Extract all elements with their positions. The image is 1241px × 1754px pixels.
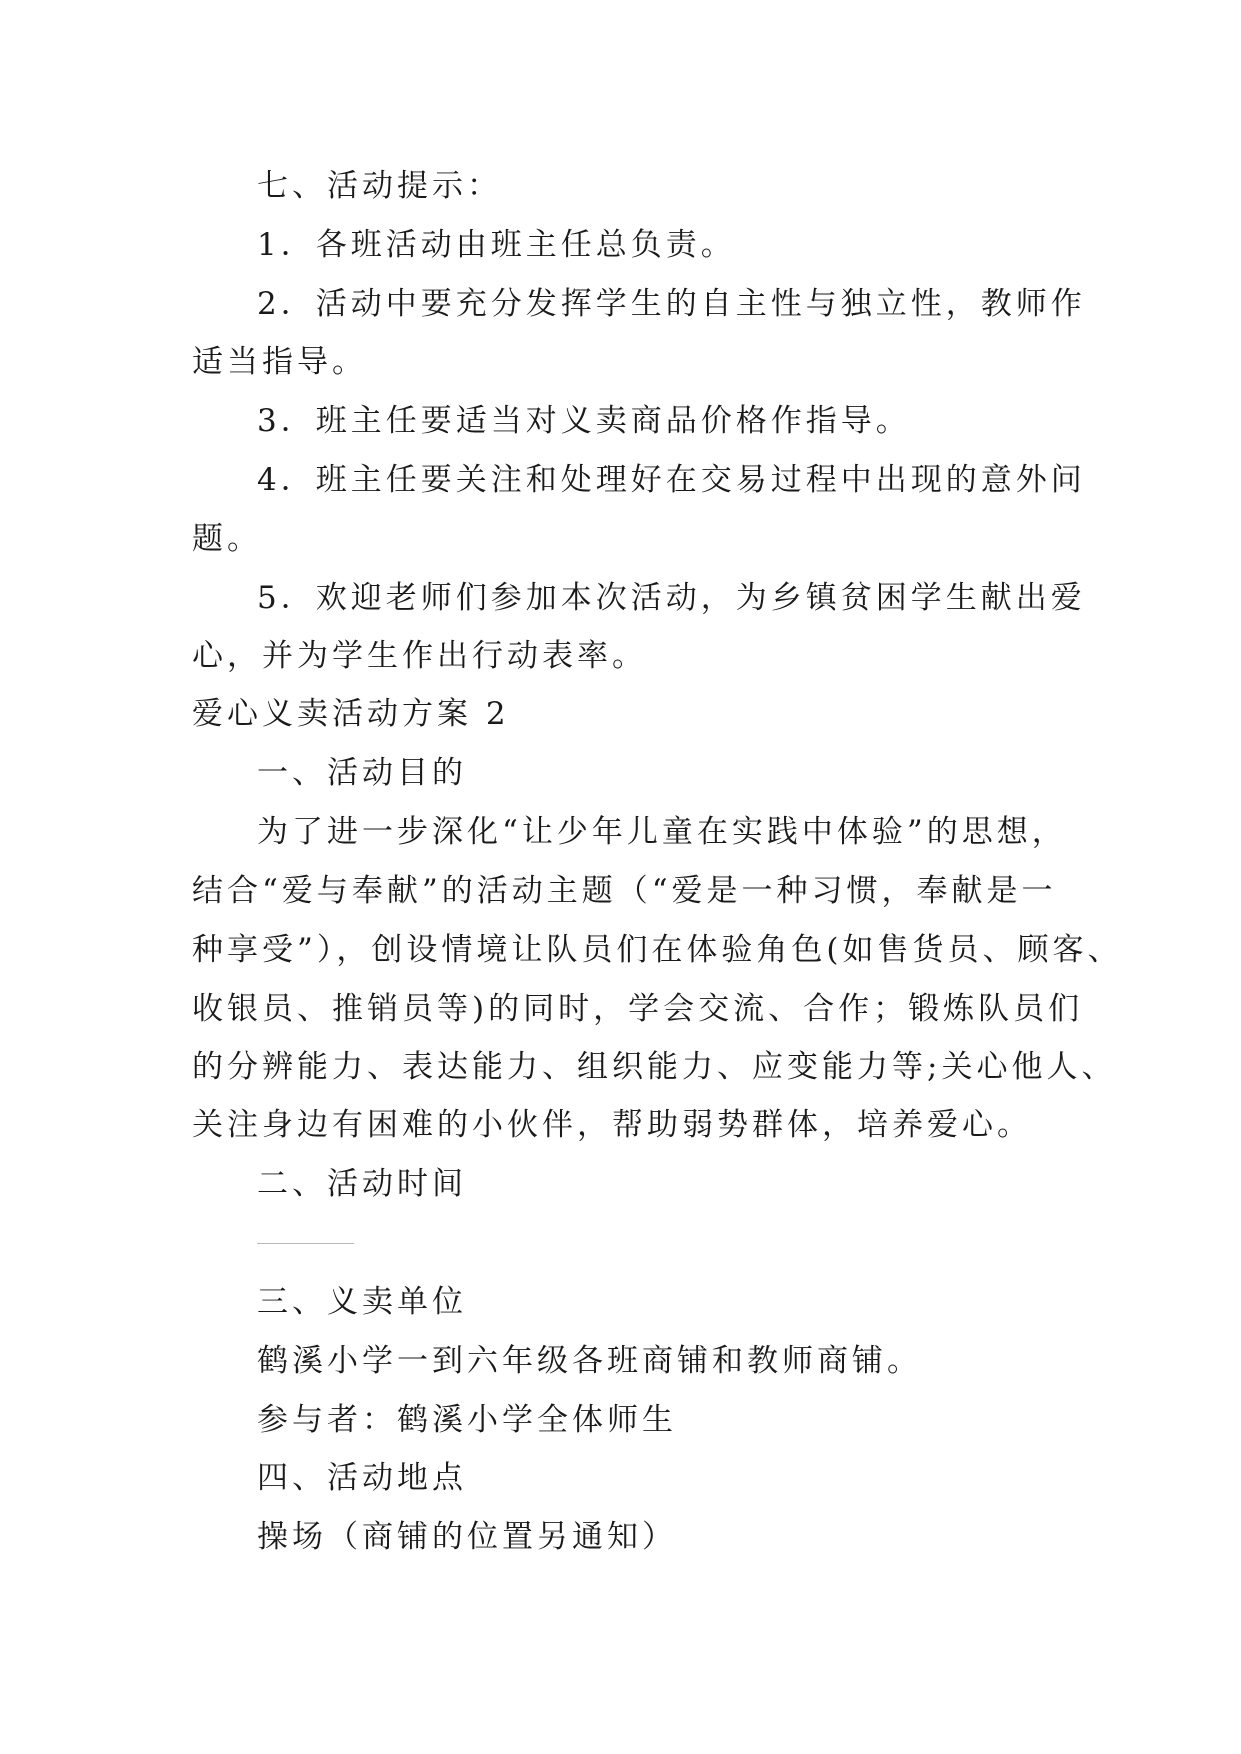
purpose-paragraph-line-5: 的分辨能力、表达能力、组织能力、应变能力等;关心他人、 xyxy=(192,1049,1117,1085)
tip-item-2-line-2: 适当指导。 xyxy=(192,344,367,380)
purpose-paragraph-line-2: 结合“爱与奉献”的活动主题（“爱是一种习惯，奉献是一 xyxy=(192,873,1057,909)
section-heading-purpose: 一、活动目的 xyxy=(257,755,467,791)
tip-item-4-line-1: 4．班主任要关注和处理好在交易过程中出现的意外问 xyxy=(257,462,1086,498)
purpose-paragraph-line-3: 种享受”），创设情境让队员们在体验角色(如售货员、顾客、 xyxy=(192,932,1123,968)
divider-line xyxy=(257,1243,354,1244)
participants-paragraph: 参与者：鹤溪小学全体师生 xyxy=(257,1402,677,1438)
plan-title: 爱心义卖活动方案 2 xyxy=(192,696,510,732)
tip-item-4-line-2: 题。 xyxy=(192,521,262,557)
tip-item-2-line-1: 2．活动中要充分发挥学生的自主性与独立性，教师作 xyxy=(257,286,1086,322)
tip-item-5-line-2: 心，并为学生作出行动表率。 xyxy=(192,638,647,674)
purpose-paragraph-line-6: 关注身边有困难的小伙伴，帮助弱势群体，培养爱心。 xyxy=(192,1107,1032,1143)
section-heading-location: 四、活动地点 xyxy=(257,1460,467,1496)
units-paragraph: 鹤溪小学一到六年级各班商铺和教师商铺。 xyxy=(257,1343,922,1379)
section-heading-tips: 七、活动提示： xyxy=(257,168,502,204)
section-heading-units: 三、义卖单位 xyxy=(257,1284,467,1320)
section-heading-time: 二、活动时间 xyxy=(257,1166,467,1202)
purpose-paragraph-line-1: 为了进一步深化“让少年儿童在实践中体验”的思想， xyxy=(257,814,1067,850)
tip-item-1: 1．各班活动由班主任总负责。 xyxy=(257,227,736,263)
purpose-paragraph-line-4: 收银员、推销员等)的同时，学会交流、合作；锻炼队员们 xyxy=(192,991,1084,1027)
tip-item-3: 3．班主任要适当对义卖商品价格作指导。 xyxy=(257,403,911,439)
location-paragraph: 操场（商铺的位置另通知） xyxy=(257,1519,677,1555)
tip-item-5-line-1: 5．欢迎老师们参加本次活动，为乡镇贫困学生献出爱 xyxy=(257,580,1086,616)
